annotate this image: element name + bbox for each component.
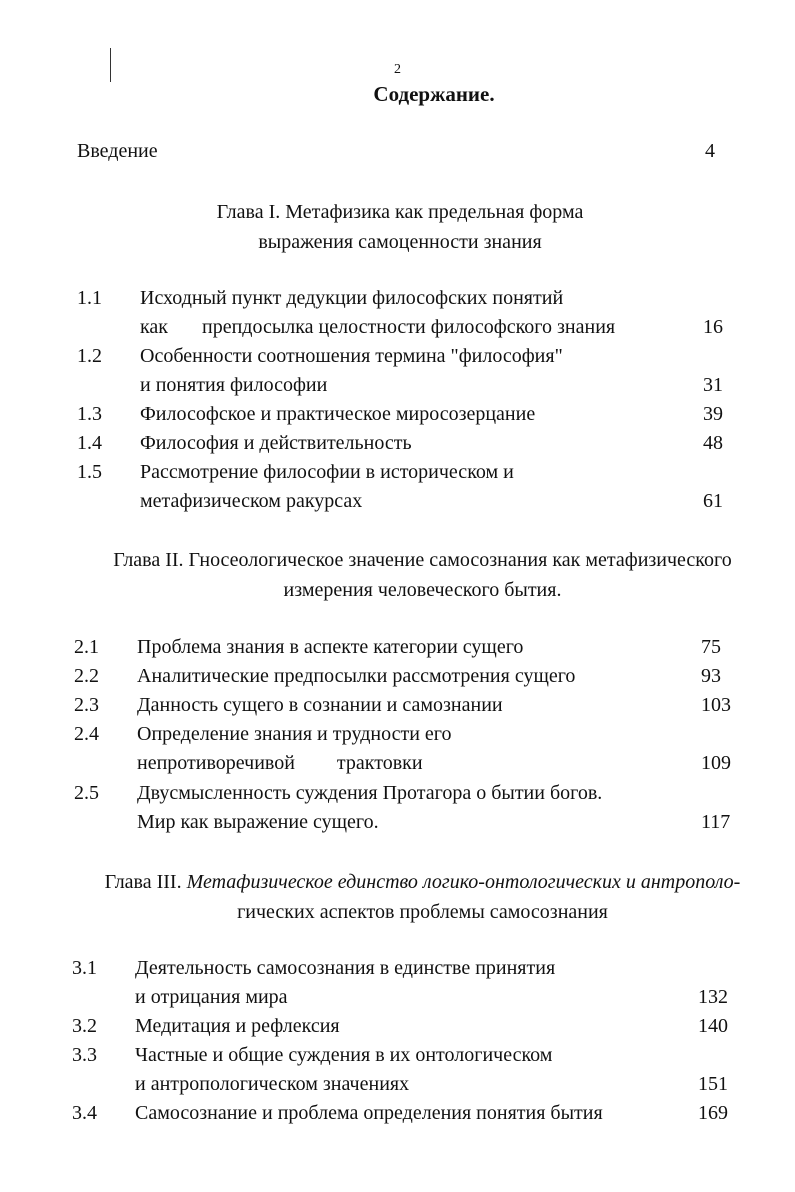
toc-entry-number: 2.2 [74,665,99,687]
chapter-1-title-line1: Глава I. Метафизика как предельная форма [216,201,584,223]
toc-entry-page: 151 [698,1073,728,1095]
toc-entry-number: 2.5 [74,782,99,804]
chapter-3-title-line2: гических аспектов проблемы самосознания [237,901,608,923]
toc-entry-title: Частные и общие суждения в их онтологическом [135,1044,553,1066]
toc-entry-page: 140 [698,1015,728,1037]
toc-entry-title-cont: и понятия философии [140,374,328,396]
toc-entry-page: 31 [703,374,723,396]
toc-entry-page: 61 [703,490,723,512]
toc-entry-page: 169 [698,1102,728,1124]
toc-entry-number: 1.1 [77,287,102,309]
toc-entry-page: 103 [701,694,731,716]
toc-entry-title-cont: Мир как выражение сущего. [137,811,379,833]
toc-entry-title-cont: непротиворечивой трактовки [137,752,423,774]
toc-entry-page: 16 [703,316,723,338]
toc-entry-title-cont: и антропологическом значениях [135,1073,410,1095]
toc-entry-number: 2.4 [74,723,99,745]
toc-entry-title: Особенности соотношения термина "философия" [140,345,563,367]
page-number: 2 [394,62,401,77]
toc-entry-page: 75 [701,636,721,658]
chapter-3-heading [70,867,775,927]
toc-entry-number: 1.5 [77,461,102,483]
toc-entry-title: Данность сущего в сознании и самознании [137,694,503,716]
toc-entry-page: 39 [703,403,723,425]
toc-entry-title: Философия и действительность [140,432,412,454]
toc-entry-title: Самосознание и проблема определения понятия бытия [135,1102,603,1124]
toc-entry-number: 2.3 [74,694,99,716]
toc-entry-title: Аналитические предпосылки рассмотрения сущего [137,665,576,687]
toc-entry-number: 2.1 [74,636,99,658]
toc-entry-number: 1.2 [77,345,102,367]
toc-entry-title-cont: метафизическом ракурсах [140,490,363,512]
chapter-1-title-line2: выражения самоценности знания [258,231,542,253]
toc-entry-page: 132 [698,986,728,1008]
toc-entry-number: 3.4 [72,1102,97,1124]
toc-entry-title: Деятельность самосознания в единстве принятия [135,957,556,979]
toc-entry-title: Двусмысленность суждения Протагора о бытии богов. [137,782,603,804]
chapter-1-heading [150,197,650,257]
toc-entry-number: 1.4 [77,432,102,454]
toc-entry-title: Медитация и рефлексия [135,1015,340,1037]
toc-entry-number: 3.3 [72,1044,97,1066]
chapter-2-title-line2: измерения человеческого бытия. [283,579,562,601]
toc-entry-page: 117 [701,811,731,833]
toc-entry-number: 3.2 [72,1015,97,1037]
page-title: Содержание. [373,82,495,106]
toc-entry-page: 48 [703,432,723,454]
chapter-3-title-line1: Глава III. Метафизическое единство логико-онтологических и антрополо- [104,871,741,893]
chapter-2-heading [70,545,775,605]
toc-entry-number: 1.3 [77,403,102,425]
toc-entry-title: Рассмотрение философии в историческом и [140,461,514,483]
toc-entry-title: Проблема знания в аспекте категории сущего [137,636,524,658]
chapter-2-title-line1: Глава II. Гносеологическое значение самосознания как метафизического [113,549,732,571]
toc-entry-page: 93 [701,665,721,687]
toc-entry-title-cont: как препдосылка целостности философского знания [140,316,616,338]
toc-entry-title: Исходный пункт дедукции философских понятий [140,287,564,309]
toc-entry-title: Философское и практическое миросозерцание [140,403,536,425]
toc-intro-page: 4 [705,140,715,162]
toc-intro-label: Введение [77,140,158,162]
toc-entry-number: 3.1 [72,957,97,979]
toc-entry-page: 109 [701,752,731,774]
toc-entry-title-cont: и отрицания мира [135,986,288,1008]
toc-entry-title: Определение знания и трудности его [137,723,452,745]
